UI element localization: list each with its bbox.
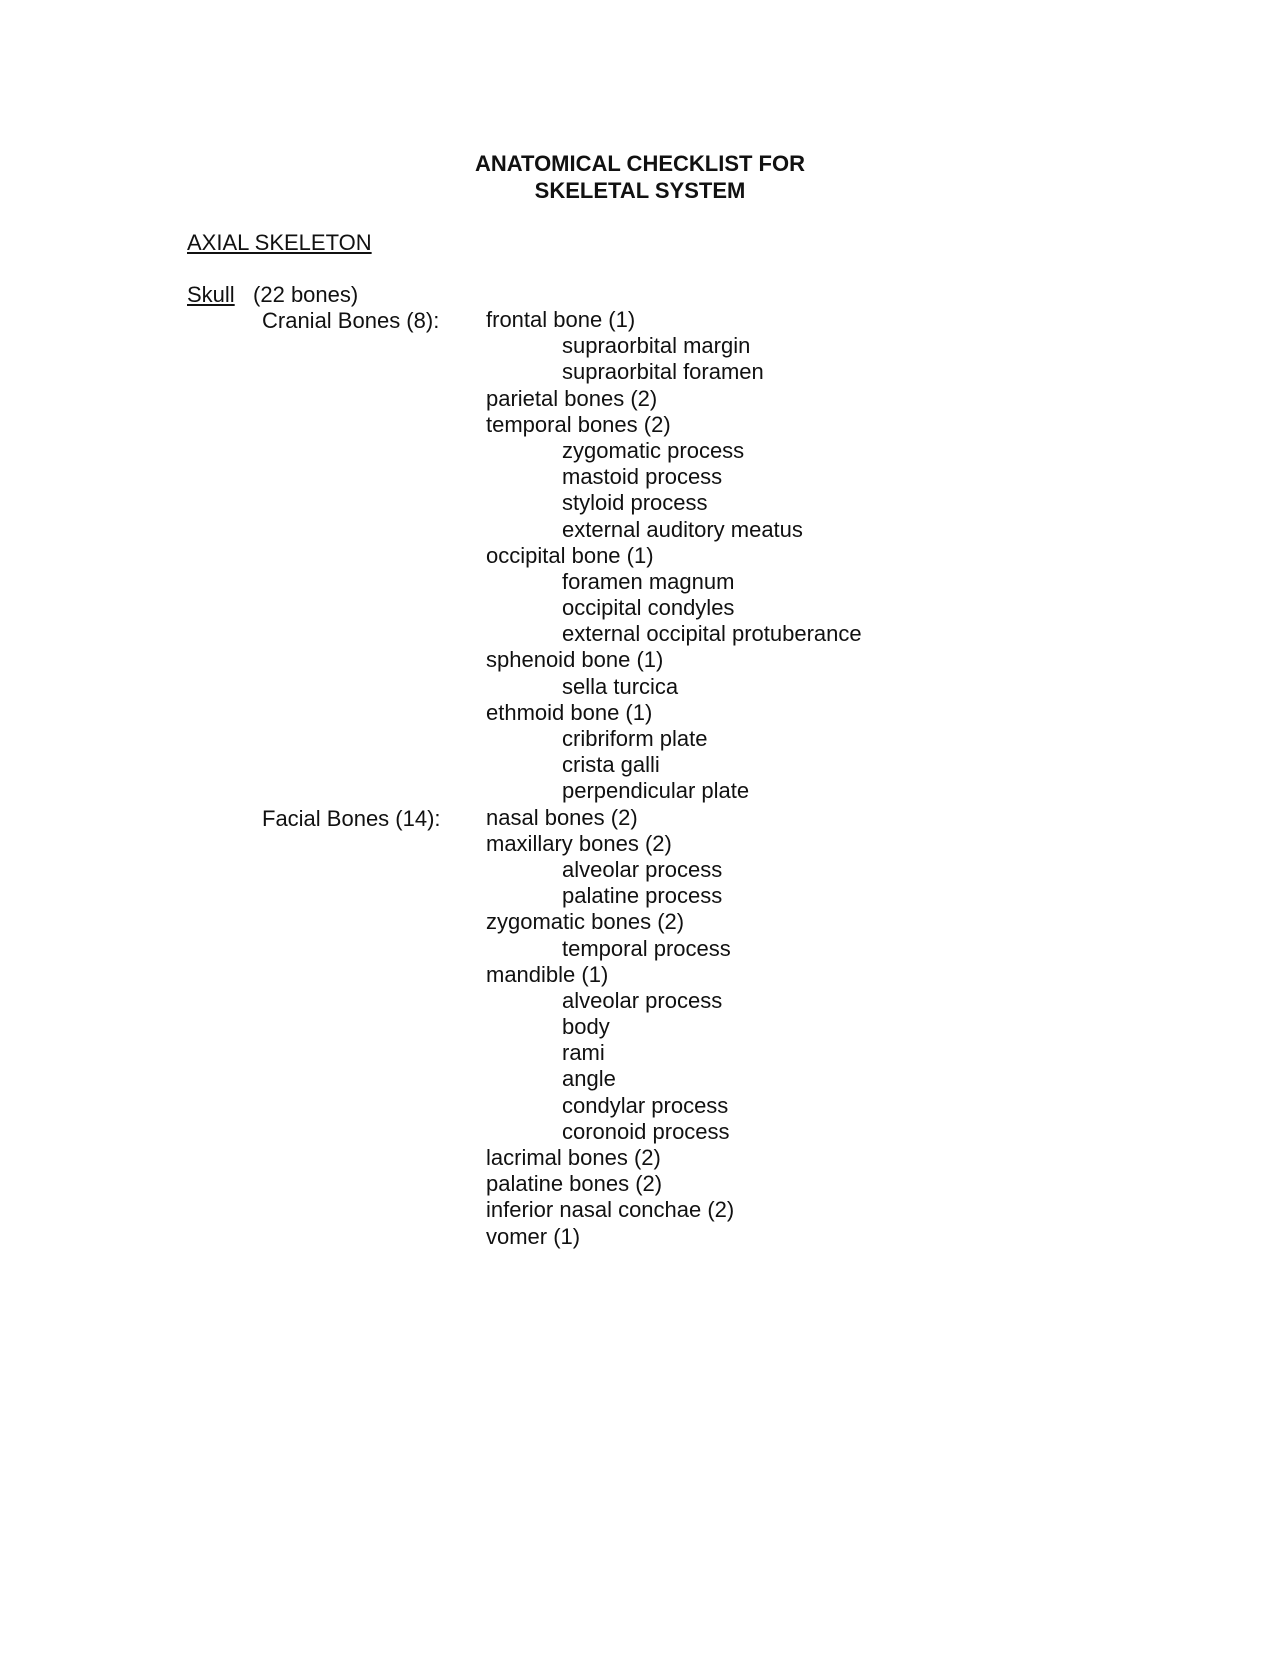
bone-checklist — [486, 307, 862, 1250]
checklist-subitem: temporal process — [562, 935, 731, 961]
checklist-item: lacrimal bones (2) — [486, 1145, 661, 1170]
checklist-subitem: palatine process — [562, 883, 723, 909]
checklist-subitem: styloid process — [562, 490, 708, 516]
checklist-subitem: cribriform plate — [562, 726, 708, 751]
document-title-line-1: ANATOMICAL CHECKLIST FOR — [475, 151, 805, 176]
section-heading-axial-skeleton: AXIAL SKELETON — [187, 230, 372, 255]
checklist-subitem: external auditory meatus — [562, 516, 803, 542]
checklist-subitem: body — [562, 1014, 610, 1040]
checklist-subitem: external occipital protuberance — [562, 621, 862, 647]
checklist-subitem: mastoid process — [562, 464, 723, 490]
checklist-item: nasal bones (2) — [486, 804, 638, 830]
checklist-item: ethmoid bone (1) — [486, 699, 653, 725]
checklist-subitem: supraorbital foramen — [562, 359, 764, 385]
checklist-subitem: crista galli — [562, 752, 660, 778]
checklist-item: vomer (1) — [486, 1223, 581, 1249]
checklist-item: mandible (1) — [486, 961, 609, 987]
checklist-item: temporal bones (2) — [486, 411, 671, 437]
document-title-line-2: SKELETAL SYSTEM — [534, 178, 746, 203]
checklist-subitem: supraorbital margin — [562, 333, 751, 359]
checklist-subitem: perpendicular plate — [562, 778, 750, 804]
checklist-subitem: condylar process — [562, 1092, 729, 1118]
skull-label: Skull — [187, 282, 235, 307]
group-label-cranial-bones: Cranial Bones (8): — [262, 308, 440, 333]
checklist-item: frontal bone (1) — [486, 307, 636, 332]
checklist-item: palatine bones (2) — [486, 1171, 663, 1197]
checklist-subitem: alveolar process — [562, 987, 723, 1013]
checklist-item: occipital bone (1) — [486, 542, 654, 568]
group-label-facial-bones: Facial Bones (14): — [262, 806, 441, 831]
checklist-item: zygomatic bones (2) — [486, 909, 685, 935]
checklist-subitem: rami — [562, 1040, 605, 1066]
checklist-subitem: coronoid process — [562, 1118, 730, 1144]
checklist-subitem: sella turcica — [562, 673, 679, 699]
checklist-subitem: foramen magnum — [562, 568, 735, 594]
checklist-item: parietal bones (2) — [486, 385, 658, 411]
checklist-item: inferior nasal conchae (2) — [486, 1197, 735, 1223]
checklist-subitem: angle — [562, 1066, 616, 1092]
checklist-item: sphenoid bone (1) — [486, 647, 664, 673]
skull-heading — [187, 281, 358, 308]
checklist-subitem: zygomatic process — [562, 437, 745, 463]
checklist-subitem: alveolar process — [562, 856, 723, 882]
skull-count: (22 bones) — [253, 282, 359, 307]
checklist-item: maxillary bones (2) — [486, 830, 672, 856]
checklist-subitem: occipital condyles — [562, 595, 735, 621]
